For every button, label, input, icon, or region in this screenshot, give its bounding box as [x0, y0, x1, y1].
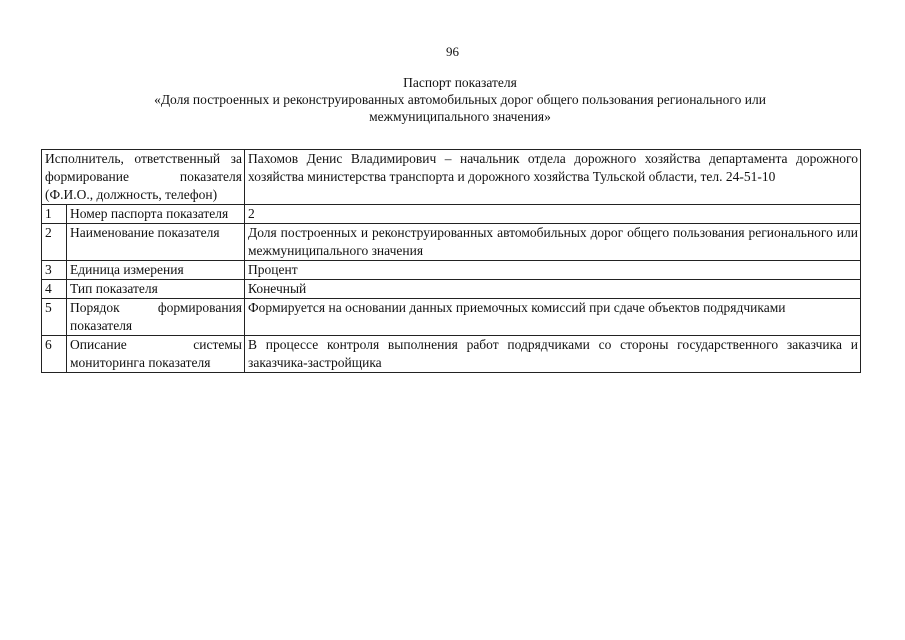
row-label: Описание системы мониторинга показателя	[67, 336, 245, 373]
row-value: 2	[245, 205, 861, 224]
table-row	[42, 336, 861, 373]
page-number: 96	[446, 44, 459, 59]
row-number: 1	[42, 205, 67, 224]
title-line-2: «Доля построенных и реконструированных автомобильных дорог общего пользования регионального или	[154, 92, 766, 107]
responsible-value-cell: Пахомов Денис Владимирович – начальник отдела дорожного хозяйства департамента дорожного хозяйства министерства транспорта и дорожного хозяйства Тульской области, тел. 24-51-10	[245, 150, 861, 205]
row-label: Порядок формирования показателя	[67, 299, 245, 336]
row-value: Доля построенных и реконструированных автомобильных дорог общего пользования регионального или межмуниципального значения	[245, 224, 861, 261]
passport-table	[41, 149, 861, 373]
document-title	[60, 74, 860, 125]
row-number: 4	[42, 280, 67, 299]
row-number: 2	[42, 224, 67, 261]
table-row	[42, 224, 861, 261]
row-value: В процессе контроля выполнения работ подрядчиками со стороны государственного заказчика и заказчика-застройщика	[245, 336, 861, 373]
row-number: 3	[42, 261, 67, 280]
row-number: 6	[42, 336, 67, 373]
table-row	[42, 280, 861, 299]
title-line-3: межмуниципального значения»	[369, 109, 551, 124]
table-row	[42, 261, 861, 280]
row-label: Номер паспорта показателя	[67, 205, 245, 224]
title-line-1: Паспорт показателя	[403, 75, 517, 90]
row-label: Тип показателя	[67, 280, 245, 299]
row-label: Наименование показателя	[67, 224, 245, 261]
table-row	[42, 205, 861, 224]
responsible-label-cell: Исполнитель, ответственный за формирование показателя (Ф.И.О., должность, телефон)	[42, 150, 245, 205]
row-value: Конечный	[245, 280, 861, 299]
row-label: Единица измерения	[67, 261, 245, 280]
table-row	[42, 299, 861, 336]
row-value: Формируется на основании данных приемочных комиссий при сдаче объектов подрядчиками	[245, 299, 861, 336]
row-value: Процент	[245, 261, 861, 280]
row-number: 5	[42, 299, 67, 336]
table-row-responsible	[42, 150, 861, 205]
